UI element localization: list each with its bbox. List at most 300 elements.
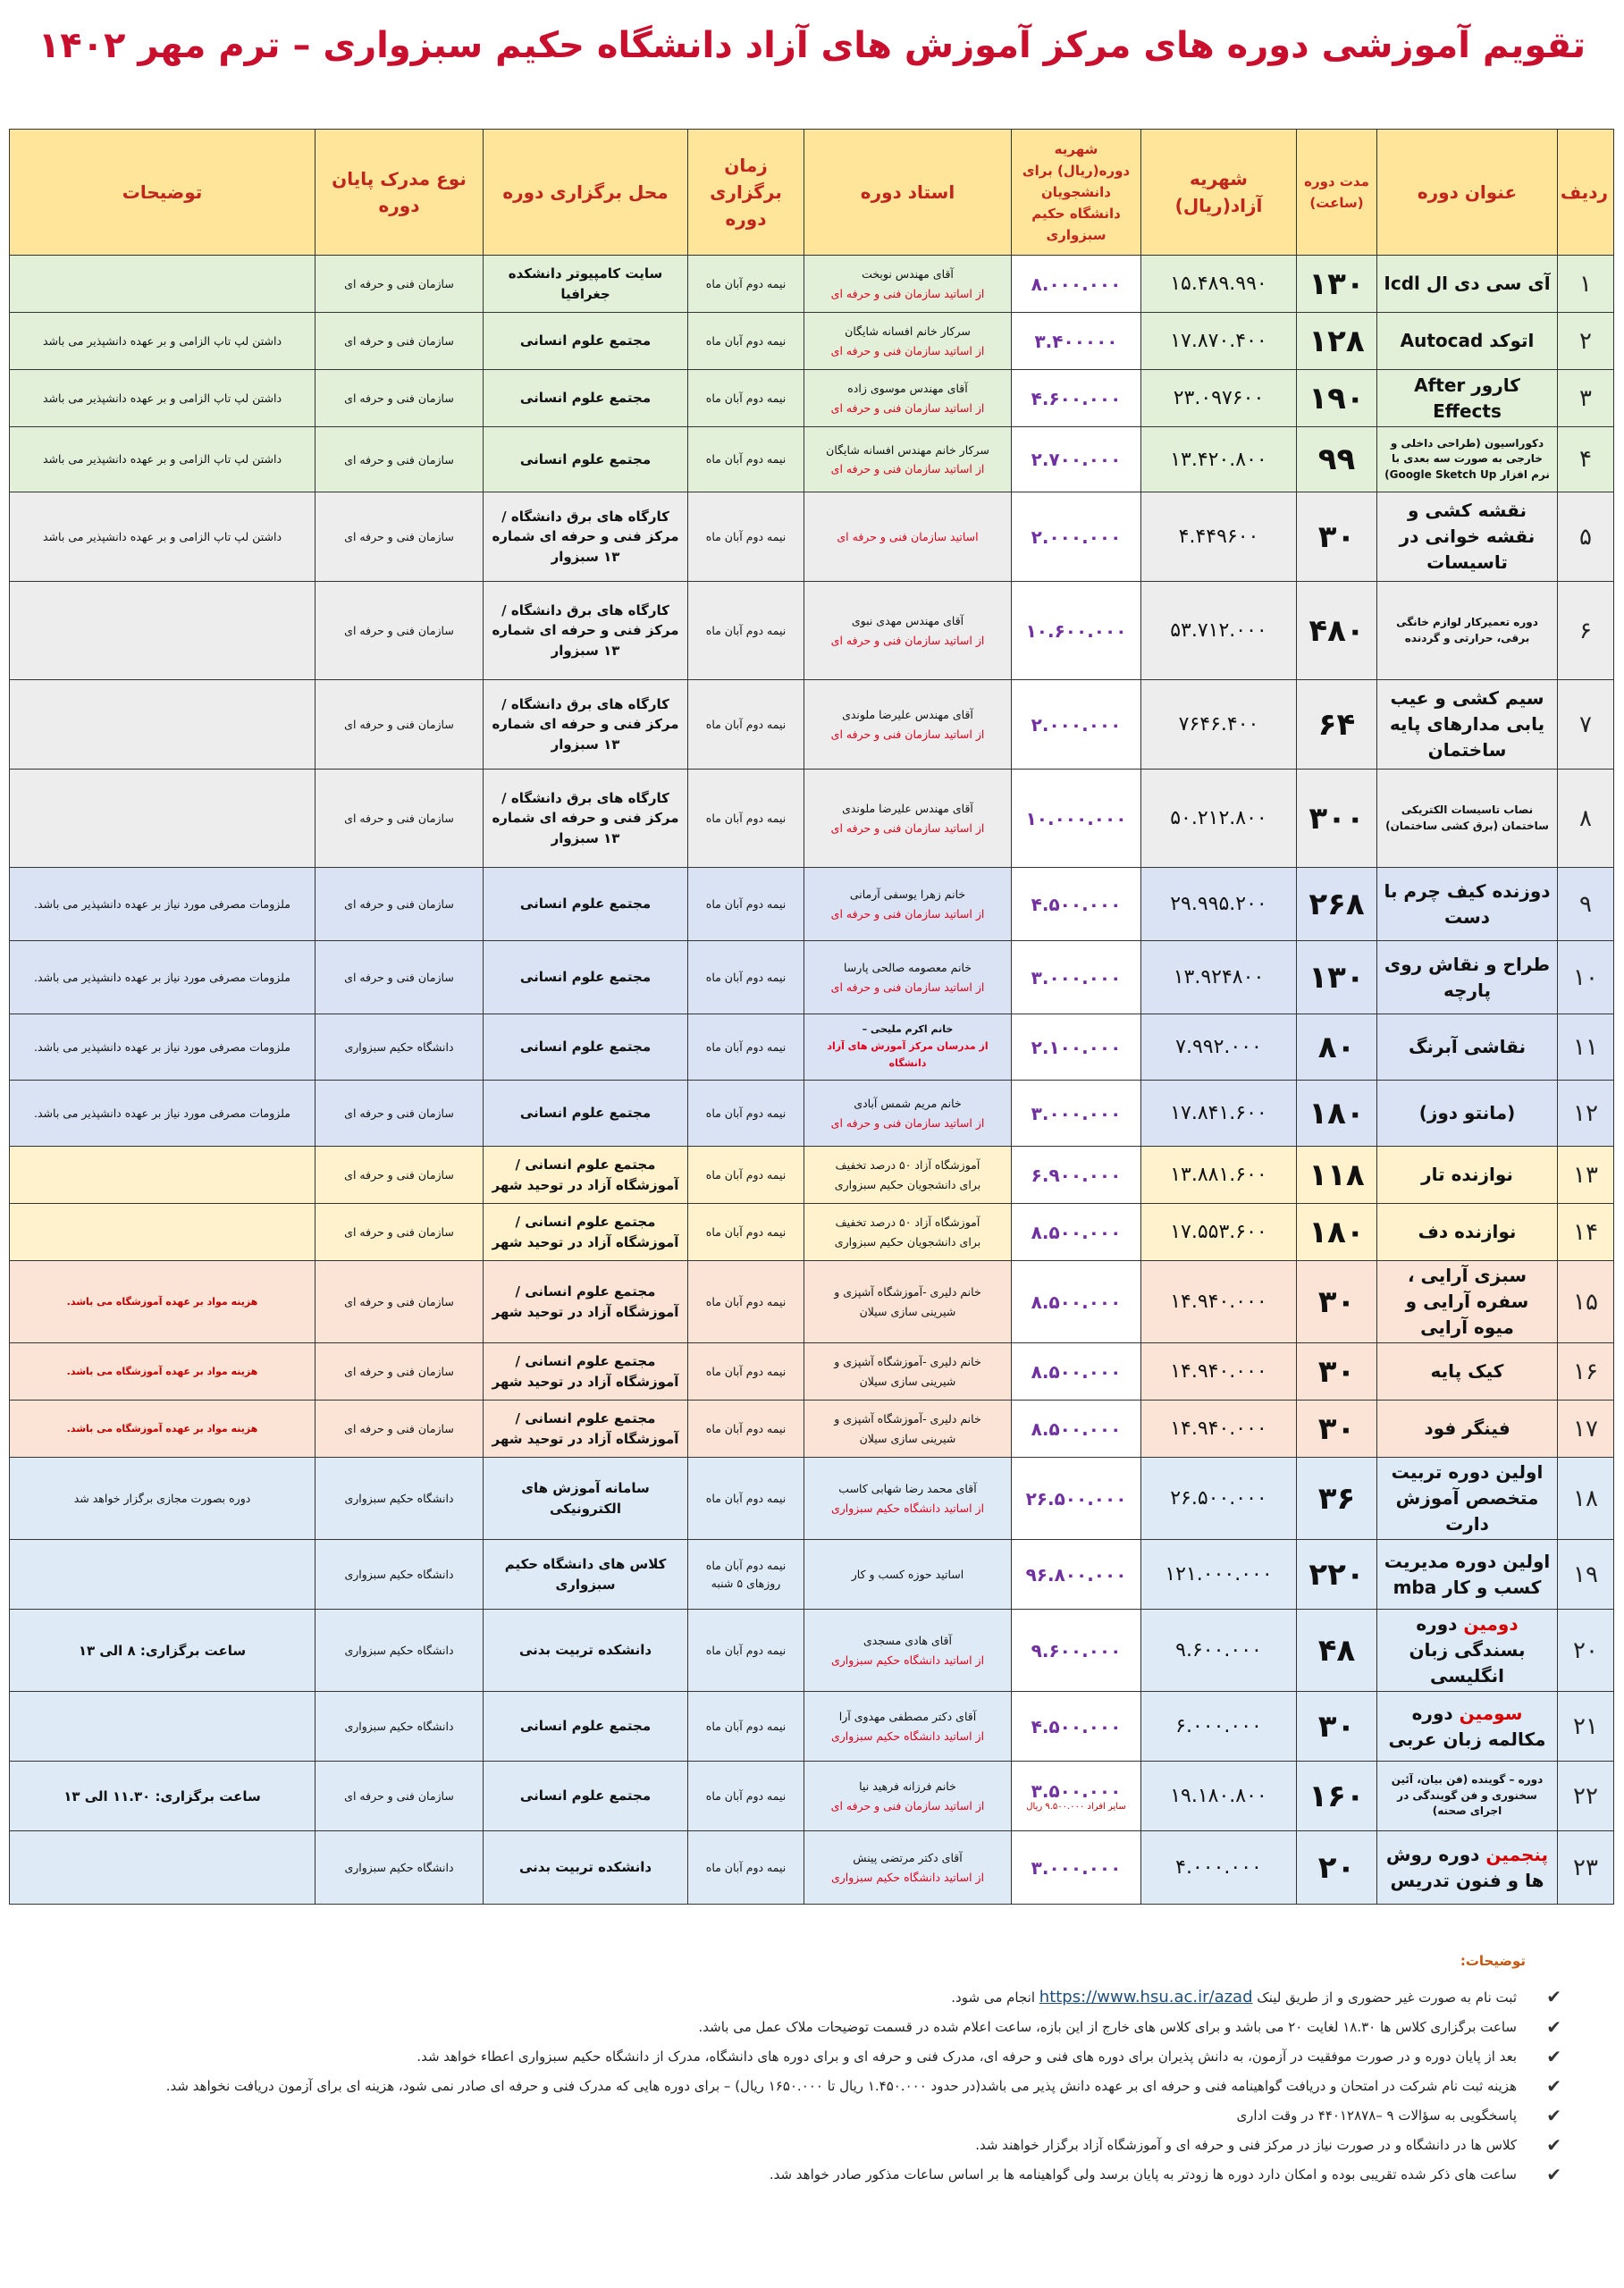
- course-fee: ۱۳.۸۸۱.۶۰۰: [1141, 1147, 1297, 1204]
- course-hours: ۱۸۰: [1297, 1204, 1377, 1261]
- teacher-name: آقای مهندس علیرضا ملوندی: [842, 802, 973, 816]
- note-text: پاسخگویی به سؤالات ۹ –۴۴۰۱۲۸۷۸ در وقت اداری: [1236, 2107, 1517, 2124]
- student-fee: [1012, 1204, 1141, 1261]
- note-text: هزینه ثبت نام شرکت در امتحان و دریافت گواهینامه فنی و حرفه ای بر عهده دانش پذیر می باشد(در حدود ۱.۴۵۰.۰۰۰ ریال تا ۱۶۵۰.۰۰۰ ریال) – برای دوره هایی که مدرک فنی و حرفه ای صادر نمی شود، هزینه ای برای آزمون دریافت نخواهد شد.: [165, 2078, 1517, 2094]
- course-description: ملزومات مصرفی مورد نیاز بر عهده دانشپذیر می باشد.: [10, 1014, 316, 1081]
- header-student-fee: شهریه دوره(ریال) برای دانشجویان دانشگاه حکیم سبزواری: [1012, 130, 1141, 256]
- course-fee: ۲۹.۹۹۵.۲۰۰: [1141, 868, 1297, 941]
- row-index: ۱۲: [1558, 1081, 1614, 1147]
- notes-section: [51, 1953, 1561, 2192]
- row-index: ۲: [1558, 313, 1614, 370]
- course-time: نیمه دوم آبان ماه: [688, 1147, 804, 1204]
- course-place: کارگاه های برق دانشگاه / مرکز فنی و حرفه ای شماره ۱۳ سبزوار: [484, 582, 688, 680]
- course-teacher: [804, 1762, 1012, 1831]
- row-index: ۱۰: [1558, 941, 1614, 1014]
- course-teacher: [804, 1204, 1012, 1261]
- course-time: نیمه دوم آبان ماه: [688, 582, 804, 680]
- course-teacher: [804, 1147, 1012, 1204]
- course-time: نیمه دوم آبان ماه روزهای ۵ شنبه: [688, 1540, 804, 1610]
- check-icon: ✔: [1546, 2164, 1561, 2185]
- course-title: [1377, 680, 1558, 770]
- header-course: عنوان دوره: [1377, 130, 1558, 256]
- table-row: [10, 1458, 1614, 1540]
- check-icon: ✔: [1546, 2046, 1561, 2067]
- row-index: ۱۹: [1558, 1540, 1614, 1610]
- course-time: نیمه دوم آبان ماه: [688, 492, 804, 582]
- student-fee: [1012, 680, 1141, 770]
- header-teacher: استاد دوره: [804, 130, 1012, 256]
- course-place: مجتمع علوم انسانی / آموزشگاه آزاد در توحید شهر: [484, 1147, 688, 1204]
- table-row: [10, 582, 1614, 680]
- student-fee-value: ۳.۵۰۰.۰۰۰: [1031, 1780, 1122, 1802]
- course-teacher: [804, 1343, 1012, 1401]
- course-description: ملزومات مصرفی مورد نیاز بر عهده دانشپذیر می باشد.: [10, 1081, 316, 1147]
- student-fee-value: ۸.۵۰۰.۰۰۰: [1031, 1291, 1122, 1313]
- teacher-affiliation: از اساتید سازمان فنی و حرفه ای: [830, 820, 985, 835]
- course-fee: ۱۷.۵۵۳.۶۰۰: [1141, 1204, 1297, 1261]
- student-fee: [1012, 256, 1141, 313]
- teacher-name: خانم دلیری -آموزشگاه آشپزی و: [834, 1412, 981, 1426]
- teacher-affiliation: از اساتید سازمان فنی و حرفه ای: [830, 1798, 985, 1813]
- course-title: [1377, 1147, 1558, 1204]
- student-fee: [1012, 1458, 1141, 1540]
- course-time: نیمه دوم آبان ماه: [688, 1610, 804, 1692]
- teacher-name: خانم معصومه صالحی پارسا: [844, 961, 972, 975]
- teacher-affiliation: از اساتید سازمان فنی و حرفه ای: [830, 906, 985, 921]
- teacher-affiliation: از اساتید دانشگاه حکیم سبزواری: [830, 1870, 985, 1884]
- course-description: [10, 256, 316, 313]
- course-description: داشتن لپ تاپ الزامی و بر عهده دانشپذیر می باشد: [10, 370, 316, 427]
- student-fee-value: ۸.۵۰۰.۰۰۰: [1031, 1417, 1122, 1440]
- teacher-affiliation: از اساتید سازمان فنی و حرفه ای: [830, 1115, 985, 1130]
- note-text: ساعت های ذکر شده تقریبی بوده و امکان دارد دوره ها زودتر به پایان برسد ولی گواهینامه ها بر اساس ساعات مذکور صادر خواهد شد.: [769, 2166, 1517, 2183]
- student-fee: [1012, 313, 1141, 370]
- table-row: [10, 941, 1614, 1014]
- course-title: [1377, 582, 1558, 680]
- row-index: ۲۲: [1558, 1762, 1614, 1831]
- course-teacher: [804, 680, 1012, 770]
- course-time: نیمه دوم آبان ماه: [688, 1401, 804, 1458]
- course-hours: ۲۶۸: [1297, 868, 1377, 941]
- course-hours: ۱۹۰: [1297, 370, 1377, 427]
- certificate-type: سازمان فنی و حرفه ای: [316, 1081, 484, 1147]
- course-description: ملزومات مصرفی مورد نیاز بر عهده دانشپذیر می باشد.: [10, 868, 316, 941]
- course-place: سایت کامپیوتر دانشکده جغرافیا: [484, 256, 688, 313]
- teacher-name: خانم دلیری -آموزشگاه آشپزی و: [834, 1285, 981, 1300]
- note-item: [51, 2074, 1561, 2099]
- course-description: دوره بصورت مجازی برگزار خواهد شد: [10, 1458, 316, 1540]
- header-desc: توضیحات: [10, 130, 316, 256]
- teacher-name: آقای مهندس علیرضا ملوندی: [842, 708, 973, 722]
- course-description: هزینه مواد بر عهده آموزشگاه می باشد.: [10, 1261, 316, 1343]
- row-index: ۱۱: [1558, 1014, 1614, 1081]
- note-item: [51, 2163, 1561, 2187]
- certificate-type: سازمان فنی و حرفه ای: [316, 770, 484, 868]
- teacher-name: آقای محمد رضا شهابی کاسب: [838, 1482, 977, 1496]
- course-teacher: [804, 256, 1012, 313]
- teacher-affiliation: از اساتید سازمان فنی و حرفه ای: [830, 727, 985, 741]
- teacher-name: خانم دلیری -آموزشگاه آشپزی و: [834, 1355, 981, 1369]
- course-title-ordinal: دومین: [1463, 1613, 1519, 1635]
- course-title-text: دوره مکالمه زبان عربی: [1388, 1702, 1546, 1750]
- certificate-type: دانشگاه حکیم سبزواری: [316, 1692, 484, 1762]
- course-title-text: آی سی دی ال Icdl: [1384, 273, 1551, 294]
- course-title-text: سیم کشی و عیب یابی مدارهای پایه ساختمان: [1389, 687, 1545, 761]
- course-time: نیمه دوم آبان ماه: [688, 1081, 804, 1147]
- student-fee-value: ۲.۰۰۰.۰۰۰: [1031, 526, 1122, 548]
- course-fee: ۱۴.۹۴۰.۰۰۰: [1141, 1261, 1297, 1343]
- notes-heading: توضیحات:: [1460, 1953, 1526, 1969]
- course-hours: ۱۳۰: [1297, 256, 1377, 313]
- student-fee-note: سایر افراد ۹.۵۰۰.۰۰۰ ریال: [1026, 1802, 1126, 1812]
- course-title-text: نقاشی آبرنگ: [1408, 1036, 1527, 1057]
- course-teacher: [804, 370, 1012, 427]
- teacher-name: سرکار خانم مهندس افسانه شایگان: [826, 442, 989, 457]
- student-fee-value: ۸.۰۰۰.۰۰۰: [1031, 273, 1122, 295]
- course-fee: ۱۳.۴۲۰.۸۰۰: [1141, 427, 1297, 492]
- course-teacher: [804, 1014, 1012, 1081]
- course-description: داشتن لپ تاپ الزامی و بر عهده دانشپذیر می باشد: [10, 492, 316, 582]
- course-hours: ۳۰: [1297, 492, 1377, 582]
- student-fee: [1012, 1401, 1141, 1458]
- course-fee: ۱۳.۹۲۴۸۰۰: [1141, 941, 1297, 1014]
- row-index: ۱۸: [1558, 1458, 1614, 1540]
- note-text-suffix: انجام می شود.: [951, 1989, 1039, 2006]
- course-place: مجتمع علوم انسانی: [484, 370, 688, 427]
- course-time: نیمه دوم آبان ماه: [688, 941, 804, 1014]
- student-fee: [1012, 1540, 1141, 1610]
- course-fee: ۴.۰۰۰.۰۰۰: [1141, 1831, 1297, 1905]
- course-place: مجتمع علوم انسانی: [484, 313, 688, 370]
- course-title: [1377, 313, 1558, 370]
- certificate-type: سازمان فنی و حرفه ای: [316, 680, 484, 770]
- course-title: [1377, 427, 1558, 492]
- row-index: ۹: [1558, 868, 1614, 941]
- course-teacher: [804, 1081, 1012, 1147]
- student-fee: [1012, 1762, 1141, 1831]
- student-fee-value: ۲.۷۰۰.۰۰۰: [1031, 449, 1122, 470]
- table-row: [10, 1081, 1614, 1147]
- table-row: [10, 313, 1614, 370]
- student-fee-value: ۲۶.۵۰۰.۰۰۰: [1025, 1487, 1127, 1510]
- course-title-text: دوره روش ها و فنون تدریس: [1385, 1843, 1544, 1891]
- student-fee-value: ۸.۵۰۰.۰۰۰: [1031, 1221, 1122, 1243]
- course-fee: ۶.۰۰۰.۰۰۰: [1141, 1692, 1297, 1762]
- course-fee: ۱۹.۱۸۰.۸۰۰: [1141, 1762, 1297, 1831]
- course-title: [1377, 1204, 1558, 1261]
- course-title-ordinal: پنجمین: [1485, 1843, 1549, 1865]
- course-teacher: [804, 1540, 1012, 1610]
- course-place: مجتمع علوم انسانی: [484, 1014, 688, 1081]
- course-title: [1377, 256, 1558, 313]
- teacher-affiliation: شیرینی سازی سیلان: [859, 1431, 956, 1445]
- teacher-affiliation: شیرینی سازی سیلان: [859, 1374, 956, 1388]
- course-description: [10, 770, 316, 868]
- student-fee: [1012, 941, 1141, 1014]
- page-title: تقویم آموزشی دوره های مرکز آموزش های آزاد دانشگاه حکیم سبزواری – ترم مهر ۱۴۰۲: [38, 25, 1586, 66]
- course-teacher: [804, 941, 1012, 1014]
- course-title: [1377, 1762, 1558, 1831]
- note-item: [51, 1985, 1561, 2010]
- course-title-text: اتوکد Autocad: [1400, 330, 1535, 351]
- notes-list: [51, 1985, 1561, 2187]
- course-hours: ۳۰: [1297, 1343, 1377, 1401]
- course-time: نیمه دوم آبان ماه: [688, 256, 804, 313]
- row-index: ۲۱: [1558, 1692, 1614, 1762]
- teacher-affiliation: از اساتید سازمان فنی و حرفه ای: [830, 462, 985, 475]
- table-row: [10, 1204, 1614, 1261]
- course-teacher: [804, 492, 1012, 582]
- course-time: نیمه دوم آبان ماه: [688, 680, 804, 770]
- course-title: [1377, 1610, 1558, 1692]
- course-description: [10, 1147, 316, 1204]
- certificate-type: دانشگاه حکیم سبزواری: [316, 1540, 484, 1610]
- course-title-text: (مانتو دوز): [1418, 1102, 1516, 1123]
- course-title: [1377, 1081, 1558, 1147]
- course-place: کلاس های دانشگاه حکیم سبزواری: [484, 1540, 688, 1610]
- course-title-text: نوازنده دف: [1418, 1221, 1517, 1242]
- table-row: [10, 1610, 1614, 1692]
- teacher-affiliation: شیرینی سازی سیلان: [859, 1304, 956, 1318]
- course-title-text: فینگر فود: [1424, 1417, 1510, 1439]
- certificate-type: سازمان فنی و حرفه ای: [316, 1401, 484, 1458]
- certificate-type: سازمان فنی و حرفه ای: [316, 1204, 484, 1261]
- note-text: ساعت برگزاری کلاس ها ۱۸.۳۰ لغایت ۲۰ می باشد و برای کلاس های خارج از این بازه، ساعت اعلام شده در قسمت توضیحات ملاک عمل می باشد.: [698, 2019, 1517, 2035]
- table-header-row: [10, 130, 1614, 256]
- course-fee: ۱۵.۴۸۹.۹۹۰: [1141, 256, 1297, 313]
- teacher-affiliation: برای دانشجویان حکیم سبزواری: [834, 1177, 981, 1191]
- table-row: [10, 1540, 1614, 1610]
- course-description: ساعت برگزاری: ۱۱.۳۰ الی ۱۳: [10, 1762, 316, 1831]
- course-title-text: کارور After Effects: [1414, 374, 1520, 422]
- course-calendar-table: [9, 129, 1614, 1905]
- course-time: نیمه دوم آبان ماه: [688, 1343, 804, 1401]
- student-fee-value: ۶.۹۰۰.۰۰۰: [1031, 1164, 1122, 1186]
- course-title-text: طراح و نقاش روی پارچه: [1384, 953, 1551, 1001]
- course-description: [10, 1540, 316, 1610]
- course-hours: ۶۴: [1297, 680, 1377, 770]
- course-title: [1377, 1014, 1558, 1081]
- row-index: ۳: [1558, 370, 1614, 427]
- course-fee: ۲۶.۵۰۰.۰۰۰: [1141, 1458, 1297, 1540]
- course-title: [1377, 1692, 1558, 1762]
- student-fee: [1012, 1610, 1141, 1692]
- header-cert: نوع مدرک پایان دوره: [316, 130, 484, 256]
- course-time: نیمه دوم آبان ماه: [688, 313, 804, 370]
- certificate-type: سازمان فنی و حرفه ای: [316, 868, 484, 941]
- check-icon: ✔: [1546, 2075, 1561, 2097]
- course-fee: ۱۴.۹۴۰.۰۰۰: [1141, 1343, 1297, 1401]
- student-fee-value: ۹۶.۸۰۰.۰۰۰: [1025, 1563, 1127, 1586]
- row-index: ۱: [1558, 256, 1614, 313]
- teacher-name: سرکار خانم افسانه شایگان: [845, 324, 971, 339]
- teacher-affiliation: از اساتید دانشگاه حکیم سبزواری: [830, 1653, 985, 1667]
- teacher-name: آقای دکتر مصطفی مهدوی آرا: [838, 1710, 977, 1724]
- row-index: ۱۴: [1558, 1204, 1614, 1261]
- check-icon: ✔: [1546, 2016, 1561, 2038]
- student-fee: [1012, 1831, 1141, 1905]
- course-place: مجتمع علوم انسانی: [484, 1081, 688, 1147]
- course-time: نیمه دوم آبان ماه: [688, 1762, 804, 1831]
- teacher-affiliation: اساتید سازمان فنی و حرفه ای: [837, 529, 979, 543]
- course-hours: ۳۰: [1297, 1401, 1377, 1458]
- course-fee: ۲۳.۰۹۷۶۰۰: [1141, 370, 1297, 427]
- certificate-type: دانشگاه حکیم سبزواری: [316, 1014, 484, 1081]
- row-index: ۱۳: [1558, 1147, 1614, 1204]
- course-title-text: اولین دوره مدیریت کسب و کار mba: [1384, 1550, 1551, 1598]
- course-title-text: نقشه کشی و نقشه خوانی در تاسیسات: [1399, 500, 1536, 573]
- note-item: [51, 2015, 1561, 2040]
- course-title-text: سبزی آرایی ، سفره آرایی و میوه آرایی: [1405, 1265, 1529, 1338]
- course-description: [10, 1204, 316, 1261]
- course-place: مجتمع علوم انسانی / آموزشگاه آزاد در توحید شهر: [484, 1343, 688, 1401]
- table-row: [10, 370, 1614, 427]
- note-text: ثبت نام به صورت غیر حضوری و از طریق لینک: [1252, 1989, 1517, 2006]
- course-description: ساعت برگزاری: ۸ الی ۱۳: [10, 1610, 316, 1692]
- course-teacher: [804, 427, 1012, 492]
- course-hours: ۸۰: [1297, 1014, 1377, 1081]
- course-fee: ۱۲۱.۰۰۰.۰۰۰: [1141, 1540, 1297, 1610]
- table-row: [10, 1692, 1614, 1762]
- row-index: ۱۷: [1558, 1401, 1614, 1458]
- course-description: [10, 582, 316, 680]
- note-item: [51, 2045, 1561, 2069]
- course-hours: ۴۸۰: [1297, 582, 1377, 680]
- course-place: مجتمع علوم انسانی / آموزشگاه آزاد در توحید شهر: [484, 1401, 688, 1458]
- row-index: ۱۵: [1558, 1261, 1614, 1343]
- note-text: بعد از پایان دوره و در صورت موفقیت در آزمون، به دانش پذیران برای دوره های فنی و حرفه ای، مدرک فنی و حرفه ای و برای دوره های دانشگاه، مدرک از دانشگاه حکیم سبزواری اعطاء خواهد شد.: [417, 2048, 1517, 2065]
- course-title: [1377, 1458, 1558, 1540]
- student-fee-value: ۳.۰۰۰.۰۰۰: [1031, 966, 1122, 988]
- teacher-name: آقای دکتر مرتضی پینش: [853, 1851, 963, 1865]
- table-row: [10, 427, 1614, 492]
- course-place: دانشکده تربیت بدنی: [484, 1831, 688, 1905]
- course-teacher: [804, 1458, 1012, 1540]
- course-description: [10, 1831, 316, 1905]
- course-hours: ۳۰۰: [1297, 770, 1377, 868]
- student-fee: [1012, 1081, 1141, 1147]
- table-row: [10, 1762, 1614, 1831]
- course-teacher: [804, 1692, 1012, 1762]
- certificate-type: سازمان فنی و حرفه ای: [316, 1762, 484, 1831]
- row-index: ۶: [1558, 582, 1614, 680]
- certificate-type: دانشگاه حکیم سبزواری: [316, 1610, 484, 1692]
- table-row: [10, 1014, 1614, 1081]
- course-fee: ۱۴.۹۴۰.۰۰۰: [1141, 1401, 1297, 1458]
- table-row: [10, 868, 1614, 941]
- course-title: [1377, 941, 1558, 1014]
- row-index: ۸: [1558, 770, 1614, 868]
- student-fee-value: ۴.۵۰۰.۰۰۰: [1031, 893, 1122, 915]
- student-fee-value: ۳.۴۰۰۰۰۰: [1034, 330, 1118, 352]
- course-teacher: [804, 313, 1012, 370]
- student-fee-value: ۱۰.۶۰۰.۰۰۰: [1025, 619, 1127, 642]
- header-place: محل برگزاری دوره: [484, 130, 688, 256]
- course-hours: ۱۲۸: [1297, 313, 1377, 370]
- note-item: [51, 2104, 1561, 2128]
- header-hours: مدت دوره (ساعت): [1297, 130, 1377, 256]
- course-description: [10, 680, 316, 770]
- student-fee: [1012, 770, 1141, 868]
- certificate-type: سازمان فنی و حرفه ای: [316, 256, 484, 313]
- teacher-name: آقای هادی مسجدی: [863, 1634, 952, 1648]
- course-hours: ۴۸: [1297, 1610, 1377, 1692]
- course-title-text: نصاب تاسیسات الکتریکی ساختمان (برق کشی ساختمان): [1385, 803, 1549, 832]
- certificate-type: سازمان فنی و حرفه ای: [316, 370, 484, 427]
- course-teacher: [804, 868, 1012, 941]
- course-description: هزینه مواد بر عهده آموزشگاه می باشد.: [10, 1401, 316, 1458]
- course-teacher: [804, 1261, 1012, 1343]
- course-place: کارگاه های برق دانشگاه / مرکز فنی و حرفه ای شماره ۱۳ سبزوار: [484, 680, 688, 770]
- course-title-text: دکوراسیون (طراحی داخلی و خارجی به صورت سه بعدی با نرم افزار Google Sketch Up): [1384, 436, 1550, 481]
- course-hours: ۱۸۰: [1297, 1081, 1377, 1147]
- table-row: [10, 256, 1614, 313]
- certificate-type: سازمان فنی و حرفه ای: [316, 1343, 484, 1401]
- check-icon: ✔: [1546, 2134, 1561, 2156]
- note-item: [51, 2133, 1561, 2158]
- certificate-type: سازمان فنی و حرفه ای: [316, 582, 484, 680]
- course-place: دانشکده تربیت بدنی: [484, 1610, 688, 1692]
- course-hours: ۱۳۰: [1297, 941, 1377, 1014]
- course-fee: ۵۳.۷۱۲.۰۰۰: [1141, 582, 1297, 680]
- course-title-text: اولین دوره تربیت متخصص آموزش دارت: [1391, 1461, 1544, 1535]
- course-title-text: دوره بسندگی زبان انگلیسی: [1409, 1613, 1526, 1687]
- table-row: [10, 1343, 1614, 1401]
- course-place: مجتمع علوم انسانی: [484, 941, 688, 1014]
- check-icon: ✔: [1546, 1986, 1561, 2007]
- course-time: نیمه دوم آبان ماه: [688, 1692, 804, 1762]
- registration-link[interactable]: https://www.hsu.ac.ir/azad: [1039, 1988, 1253, 2006]
- table-row: [10, 492, 1614, 582]
- course-title-text: دوره تعمیرکار لوازم خانگی برقی، حرارتی و گردنده: [1396, 616, 1538, 644]
- course-hours: ۱۱۸: [1297, 1147, 1377, 1204]
- course-fee: ۵۰.۲۱۲.۸۰۰: [1141, 770, 1297, 868]
- certificate-type: سازمان فنی و حرفه ای: [316, 427, 484, 492]
- course-hours: ۳۰: [1297, 1261, 1377, 1343]
- teacher-name: اساتید حوزه کسب و کار: [851, 1567, 964, 1581]
- course-description: داشتن لپ تاپ الزامی و بر عهده دانشپذیر می باشد: [10, 313, 316, 370]
- student-fee-value: ۳.۰۰۰.۰۰۰: [1031, 1102, 1122, 1124]
- course-title: [1377, 1540, 1558, 1610]
- course-hours: ۲۰: [1297, 1831, 1377, 1905]
- student-fee: [1012, 1692, 1141, 1762]
- certificate-type: سازمان فنی و حرفه ای: [316, 941, 484, 1014]
- student-fee-value: ۱۰.۰۰۰.۰۰۰: [1025, 807, 1127, 829]
- teacher-name: خانم زهرا یوسفی آرمانی: [849, 887, 966, 902]
- student-fee: [1012, 868, 1141, 941]
- course-time: نیمه دوم آبان ماه: [688, 1261, 804, 1343]
- student-fee: [1012, 370, 1141, 427]
- teacher-name: خانم مریم شمس آبادی: [854, 1097, 962, 1111]
- course-place: مجتمع علوم انسانی: [484, 1762, 688, 1831]
- course-hours: ۳۶: [1297, 1458, 1377, 1540]
- teacher-affiliation: از اساتید سازمان فنی و حرفه ای: [830, 400, 985, 415]
- course-title-text: نوازنده تار: [1421, 1164, 1513, 1185]
- certificate-type: دانشگاه حکیم سبزواری: [316, 1458, 484, 1540]
- course-title: [1377, 1401, 1558, 1458]
- student-fee: [1012, 1147, 1141, 1204]
- course-teacher: [804, 1401, 1012, 1458]
- course-title: [1377, 492, 1558, 582]
- student-fee-value: ۴.۶۰۰.۰۰۰: [1031, 387, 1122, 409]
- course-time: نیمه دوم آبان ماه: [688, 1204, 804, 1261]
- teacher-name: آموزشگاه آزاد ۵۰ درصد تخفیف: [835, 1158, 980, 1173]
- course-teacher: [804, 1831, 1012, 1905]
- course-description: ملزومات مصرفی مورد نیاز بر عهده دانشپذیر می باشد.: [10, 941, 316, 1014]
- course-teacher: [804, 770, 1012, 868]
- teacher-name: آموزشگاه آزاد ۵۰ درصد تخفیف: [835, 1216, 980, 1230]
- student-fee-value: ۸.۵۰۰.۰۰۰: [1031, 1360, 1122, 1383]
